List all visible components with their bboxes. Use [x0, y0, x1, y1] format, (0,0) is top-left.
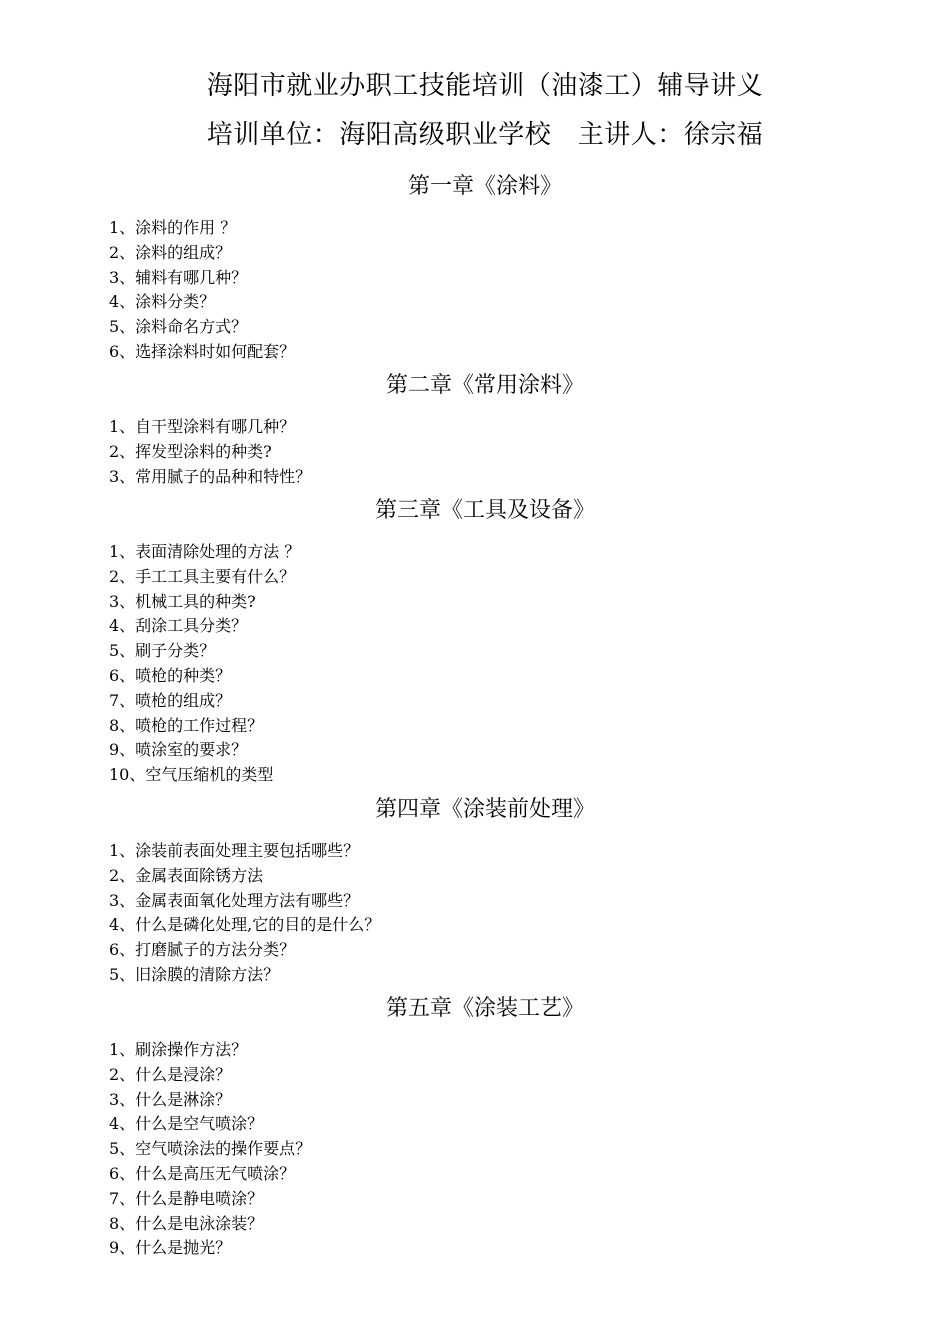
chapter-3-questions — [109, 540, 300, 788]
question-item: 1、刷涂操作方法？ — [109, 1040, 248, 1059]
chapter-2-title: 第二章《常用涂料》 — [385, 373, 584, 398]
question-item: 3、机械工具的种类? — [109, 591, 256, 611]
chapter-1-questions — [109, 216, 295, 365]
question-item: 5、空气喷涂法的操作要点？ — [109, 1139, 312, 1159]
question-item: 4、什么是磷化处理,它的目的是什么？ — [109, 915, 381, 935]
chapter-5-questions — [109, 1038, 311, 1261]
question-item: 2、挥发型涂料的种类? — [109, 441, 272, 461]
question-item: 7、喷枪的组成？ — [109, 690, 232, 710]
question-item: 6、喷枪的种类？ — [109, 665, 232, 685]
question-item: 6、选择涂料时如何配套？ — [109, 341, 296, 361]
question-item: 2、手工工具主要有什么？ — [109, 566, 296, 586]
question-item: 4、什么是空气喷涂？ — [109, 1114, 264, 1134]
question-item: 5、刷子分类？ — [109, 641, 216, 661]
chapter-1-title: 第一章《涂料》 — [407, 174, 562, 199]
document-title: 海阳市就业办职工技能培训（油漆工）辅导讲义 — [206, 71, 764, 101]
question-item: 1、涂料的作用 ？ — [109, 218, 237, 237]
question-item: 9、喷涂室的要求？ — [109, 740, 248, 760]
question-item: 2、金属表面除锈方法 — [109, 865, 264, 885]
question-item: 1、表面清除处理的方法 ？ — [109, 542, 301, 561]
chapter-3-title: 第三章《工具及设备》 — [374, 498, 595, 523]
question-item: 1、涂装前表面处理主要包括哪些？ — [109, 841, 360, 860]
question-item: 9、什么是抛光？ — [109, 1238, 232, 1258]
chapter-4-questions — [109, 839, 380, 988]
question-item: 2、涂料的组成？ — [109, 242, 232, 262]
question-item: 6、打磨腻子的方法分类？ — [109, 940, 296, 960]
chapter-5-title: 第五章《涂装工艺》 — [385, 996, 584, 1021]
question-item: 3、辅料有哪几种？ — [109, 267, 248, 287]
question-item: 3、常用腻子的品种和特性？ — [109, 466, 312, 486]
question-item: 8、什么是电泳涂装？ — [109, 1213, 264, 1233]
question-item: 1、自干型涂料有哪几种？ — [109, 417, 296, 436]
question-item: 10、空气压缩机的类型 — [109, 765, 274, 785]
question-item: 5、旧涂膜的清除方法？ — [109, 964, 280, 984]
chapter-2-questions — [109, 415, 311, 489]
question-item: 8、喷枪的工作过程？ — [109, 715, 264, 735]
question-item: 4、涂料分类？ — [109, 292, 216, 312]
question-item: 3、什么是淋涂？ — [109, 1089, 232, 1109]
question-item: 3、金属表面氧化处理方法有哪些？ — [109, 890, 360, 910]
document-subtitle: 培训单位：海阳高级职业学校 主讲人：徐宗福 — [206, 120, 764, 150]
question-item: 5、涂料命名方式？ — [109, 317, 248, 337]
question-item: 2、什么是浸涂？ — [109, 1064, 232, 1084]
question-item: 6、什么是高压无气喷涂？ — [109, 1163, 296, 1183]
chapter-4-title: 第四章《涂装前处理》 — [374, 797, 595, 822]
question-item: 7、什么是静电喷涂？ — [109, 1188, 264, 1208]
question-item: 4、刮涂工具分类？ — [109, 616, 248, 636]
